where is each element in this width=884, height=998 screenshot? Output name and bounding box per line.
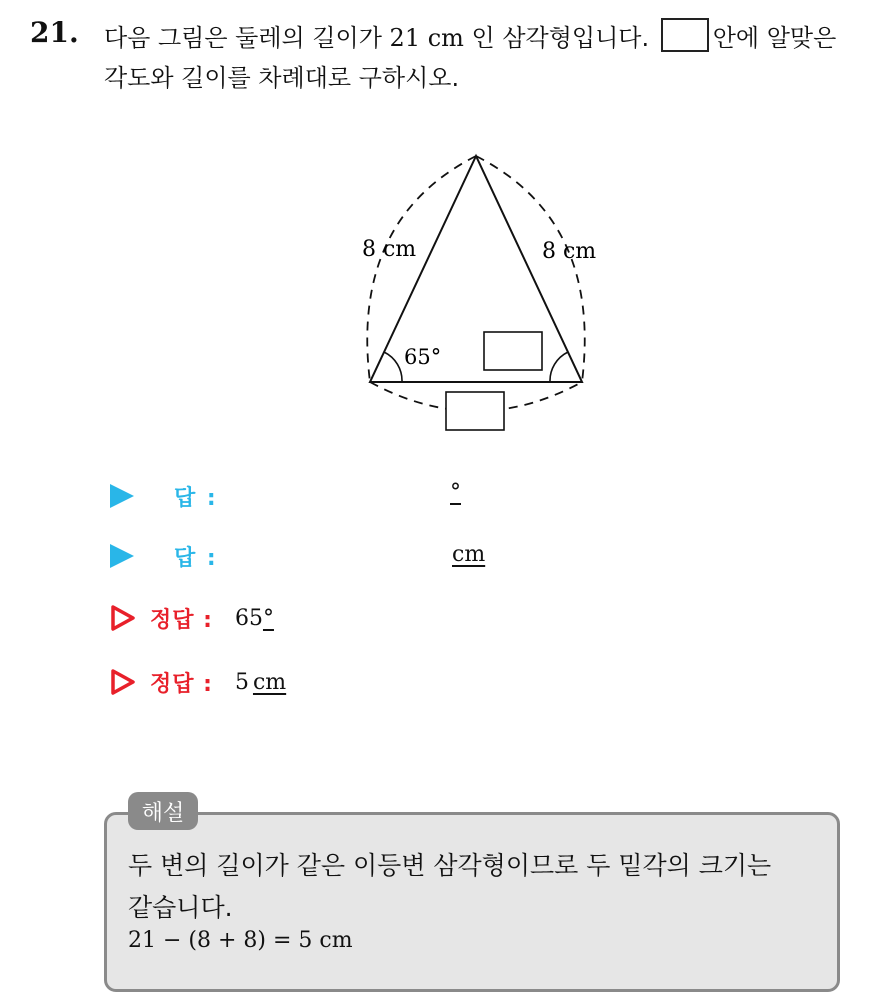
play-icon: [110, 544, 134, 568]
correct-label: 정답 :: [150, 607, 213, 633]
length-blank-box: [446, 392, 504, 430]
left-side-label: 8 cm: [362, 237, 417, 262]
answer-unit-1[interactable]: [450, 480, 461, 505]
explanation-math: 21 − (8 + 8) = 5 cm: [128, 928, 353, 953]
play-outline-icon: [110, 668, 136, 696]
question-text-a: 다음 그림은 둘레의 길이가: [104, 24, 390, 52]
answer-unit-2[interactable]: [452, 542, 485, 567]
answer-label: 답 :: [174, 545, 218, 571]
perimeter-value: 21 cm: [389, 24, 464, 52]
right-side-label: 8 cm: [542, 239, 597, 264]
triangle-shape: [370, 156, 582, 382]
blank-box-icon: [661, 18, 709, 52]
question-number: 21.: [30, 16, 79, 49]
correct-value: 65: [234, 605, 263, 631]
explanation-line-1: 두 변의 길이가 같은 이등변 삼각형이므로 두 밑각의 크기는: [128, 851, 772, 880]
play-outline-icon: [110, 604, 136, 632]
question-text-b: 인 삼각형입니다.: [463, 24, 657, 52]
play-icon: [110, 484, 134, 508]
correct-unit: °: [262, 605, 274, 631]
answer-unit-text: °: [450, 480, 461, 505]
answer-row-2: [110, 538, 218, 574]
question-text-c: 안에 알맞은: [712, 24, 837, 52]
angle-blank-box: [484, 332, 542, 370]
answer-unit-text: cm: [452, 542, 486, 567]
question-line-2: 각도와 길이를 차례대로 구하시오.: [104, 64, 460, 92]
correct-row-2: [110, 664, 286, 700]
answer-label: 답 :: [174, 485, 218, 511]
question-line-1: [104, 18, 836, 53]
explanation-line-2: 같습니다.: [128, 893, 233, 922]
answer-row-1: [110, 478, 218, 514]
triangle-figure: [340, 150, 630, 440]
correct-row-1: [110, 600, 274, 636]
correct-value: 5: [234, 669, 249, 695]
left-angle-arc: [384, 352, 402, 382]
correct-unit: cm: [252, 669, 287, 695]
explanation-tag: 해설: [128, 792, 198, 830]
right-angle-arc: [550, 352, 568, 382]
angle-label: 65°: [404, 345, 442, 369]
correct-label: 정답 :: [150, 671, 213, 697]
